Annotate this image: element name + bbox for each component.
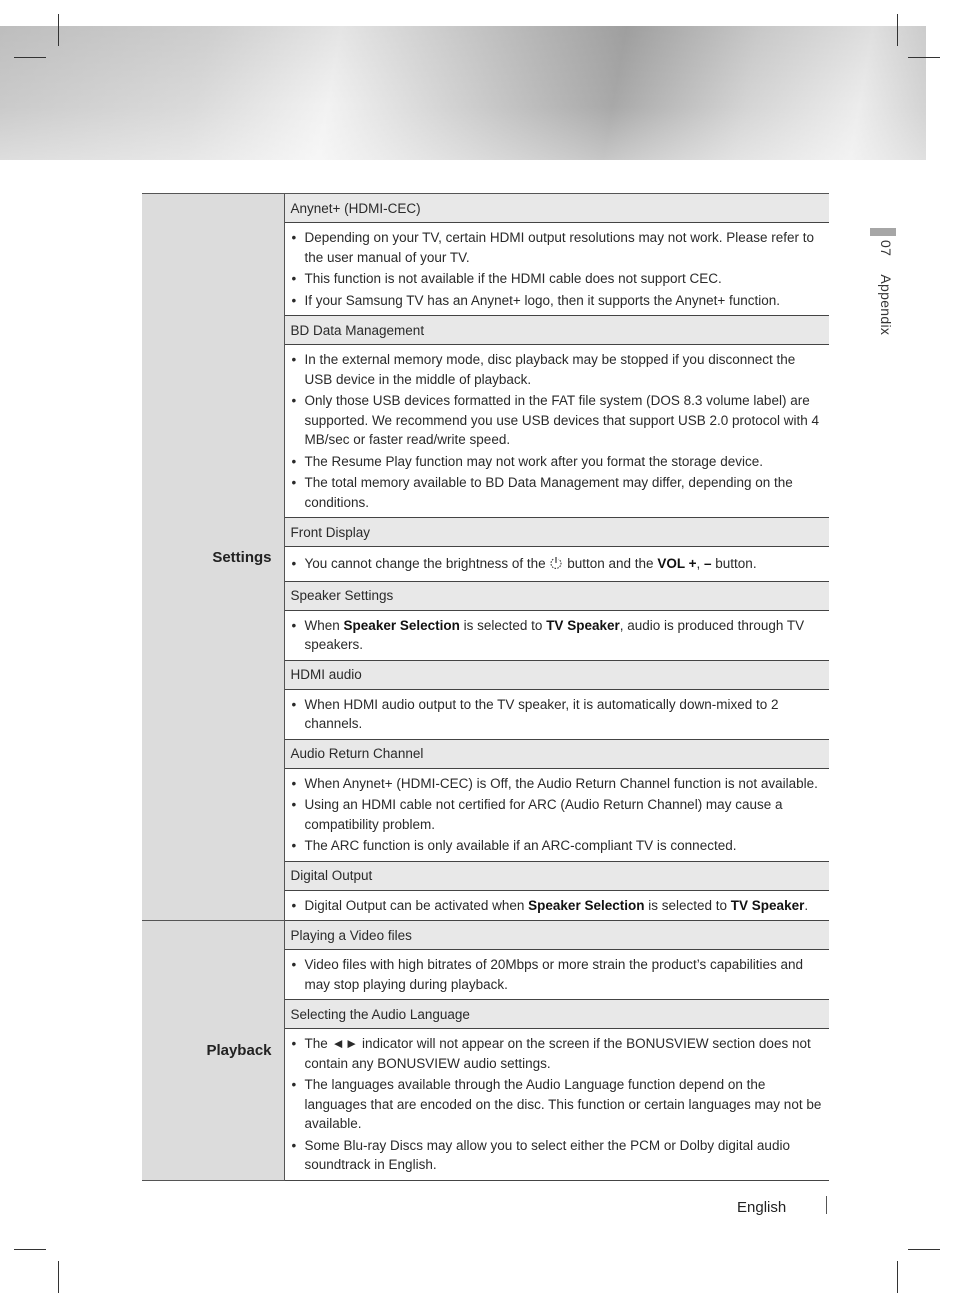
list-item: • Only those USB devices formatted in the FAT file system (DOS 8.3 volume label) are supported. We recommend you use USB devices that support USB 2.0 protocol with 4 MB/sec or faster read/write speed. [291, 391, 826, 450]
speaker-selection-label: Speaker Selection [343, 617, 460, 633]
text: You cannot change the brightness of the [304, 556, 546, 571]
crop-mark [58, 1261, 59, 1293]
list-item: • In the external memory mode, disc playback may be stopped if you disconnect the USB device in the middle of playback. [291, 350, 826, 389]
speaker-selection-label: Speaker Selection [528, 897, 645, 913]
section-body [284, 1029, 829, 1181]
list-item: • The Resume Play function may not work after you format the storage device. [291, 452, 826, 472]
section-body [284, 345, 829, 518]
crop-mark [897, 1261, 898, 1293]
footer-divider [826, 1196, 827, 1214]
list-item [291, 896, 826, 916]
section-body [284, 689, 829, 739]
chapter-title: Appendix [878, 274, 894, 336]
text: is selected to [648, 897, 728, 913]
chapter-number: 07 [878, 240, 894, 257]
section-body [284, 610, 829, 660]
section-body [284, 890, 829, 921]
crop-mark [908, 1249, 940, 1250]
vol-plus-label: VOL + [657, 556, 697, 571]
section-body [284, 768, 829, 861]
list-item: • The ARC function is only available if an ARC-compliant TV is connected. [291, 836, 826, 856]
section-header: Audio Return Channel [284, 739, 829, 768]
list-item: • The total memory available to BD Data Management may differ, depending on the conditions. [291, 473, 826, 512]
section-body [284, 223, 829, 316]
vol-minus-label: – [704, 556, 712, 571]
list-item: • The languages available through the Audio Language function depend on the languages that are encoded on the disc. This function or certain languages may not be available. [291, 1075, 826, 1134]
list-item [291, 554, 826, 574]
footer-language: English [737, 1199, 787, 1216]
category-playback: Playback [142, 921, 284, 1181]
text: button and the [567, 556, 654, 571]
section-header: Digital Output [284, 861, 829, 890]
section-header: Front Display [284, 518, 829, 547]
power-icon [549, 556, 563, 570]
section-header: Anynet+ (HDMI-CEC) [284, 194, 829, 223]
list-item: • Video files with high bitrates of 20Mbps or more strain the product’s capabilities and may stop playing during playback. [291, 955, 826, 994]
crop-mark [58, 14, 59, 46]
notes-table [142, 193, 829, 1181]
list-item: • If your Samsung TV has an Anynet+ logo, then it supports the Anynet+ function. [291, 291, 826, 311]
list-item: • Using an HDMI cable not certified for ARC (Audio Return Channel) may cause a compatibility problem. [291, 795, 826, 834]
chapter-tab-bar [870, 228, 896, 236]
section-body [284, 547, 829, 582]
list-item: • When Anynet+ (HDMI-CEC) is Off, the Audio Return Channel function is not available. [291, 774, 826, 794]
crop-mark [897, 14, 898, 46]
list-item: • Depending on your TV, certain HDMI output resolutions may not work. Please refer to the user manual of your TV. [291, 228, 826, 267]
list-item: • Some Blu-ray Discs may allow you to select either the PCM or Dolby digital audio soundtrack in English. [291, 1136, 826, 1175]
section-body [284, 950, 829, 1000]
header-banner [0, 26, 926, 160]
text: , audio is produced through TV speakers. [304, 617, 805, 652]
section-header: Speaker Settings [284, 581, 829, 610]
text: is selected to [463, 617, 543, 633]
section-header: HDMI audio [284, 660, 829, 689]
list-item: • The ◄► indicator will not appear on the screen if the BONUSVIEW section does not contain any BONUSVIEW audio settings. [291, 1034, 826, 1073]
chapter-tab [874, 240, 894, 350]
list-item: • When HDMI audio output to the TV speaker, it is automatically down-mixed to 2 channels. [291, 695, 826, 734]
crop-mark [14, 1249, 46, 1250]
tv-speaker-label: TV Speaker [546, 617, 620, 633]
text: . [804, 897, 809, 913]
tv-speaker-label: TV Speaker [730, 897, 805, 913]
section-header: BD Data Management [284, 316, 829, 345]
list-item [291, 616, 826, 655]
category-settings: Settings [142, 194, 284, 921]
section-header: Playing a Video files [284, 921, 829, 950]
text: button. [715, 556, 757, 571]
crop-mark [908, 57, 940, 58]
text: When [304, 617, 340, 633]
text: Digital Output can be activated when [304, 897, 525, 913]
list-item: • This function is not available if the HDMI cable does not support CEC. [291, 269, 826, 289]
section-header: Selecting the Audio Language [284, 1000, 829, 1029]
text: , [696, 556, 701, 571]
crop-mark [14, 57, 46, 58]
